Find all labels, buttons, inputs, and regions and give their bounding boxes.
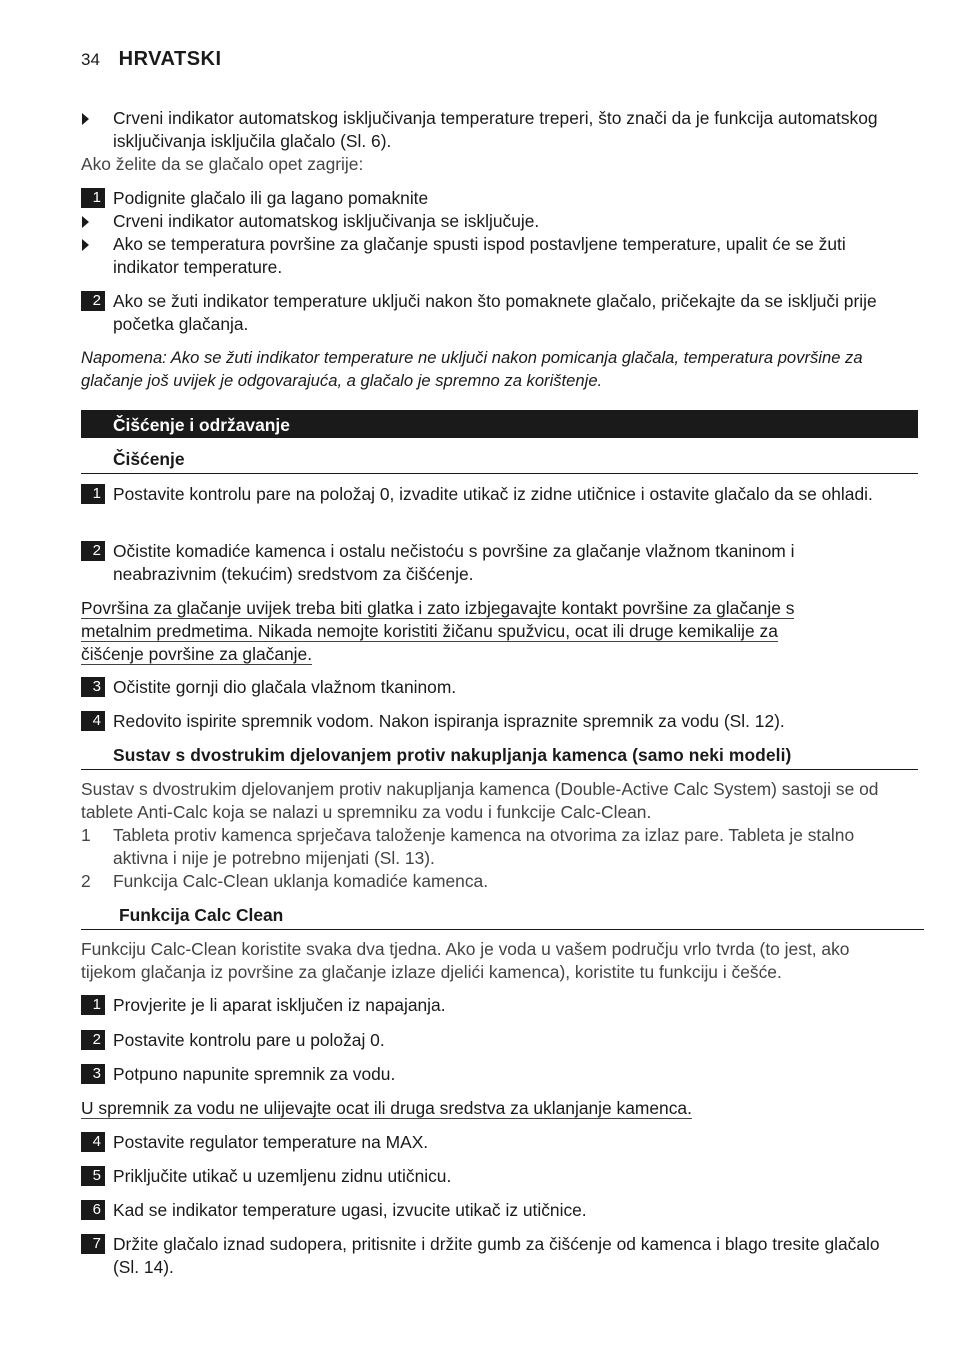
bullet-icon: [82, 216, 89, 228]
list-item: [81, 824, 886, 870]
list-text: Funkcija Calc-Clean uklanja komadiće kamenca.: [113, 871, 489, 891]
note-text: Napomena: Ako se žuti indikator temperature ne uključi nakon pomicanja glačala, temperatura površine za glačanje još uvijek je odgovarajuća, a glačalo je spremno za korištenje.: [81, 348, 863, 390]
page-number: 34: [81, 50, 100, 69]
sub-heading: Čišćenje: [81, 448, 918, 474]
step-item: [81, 540, 886, 586]
step-item: [81, 1199, 886, 1222]
warning-line: metalnim predmetima. Nikada nemojte koristiti žičanu spužvicu, ocat ili druge kemikalije za: [81, 621, 778, 641]
list-number: 1: [81, 825, 91, 845]
list-number: 2: [81, 871, 91, 891]
step-item: [81, 1165, 886, 1188]
step-item: [81, 676, 886, 699]
step-item: [81, 1029, 886, 1052]
step-number: 3: [81, 677, 105, 697]
step-text: Postavite kontrolu pare na položaj 0, izvadite utikač iz zidne utičnice i ostavite glačalo da se ohladi.: [113, 484, 873, 504]
bullet-icon: [82, 113, 89, 125]
step-item: [81, 187, 886, 210]
step-text: Postavite regulator temperature na MAX.: [113, 1132, 429, 1152]
warning-line: Površina za glačanje uvijek treba biti glatka i zato izbjegavajte kontakt površine za glačanje s: [81, 598, 795, 618]
paragraph: Sustav s dvostrukim djelovanjem protiv nakupljanja kamenca (Double-Active Calc System) sastoji se od tablete Anti-Calc koja se nalazi u spremniku za vodu i funkcije Calc-Clean.: [81, 779, 879, 822]
warning-text: [81, 597, 886, 666]
step-number: 1: [81, 188, 105, 208]
bullet-text: Ako se temperatura površine za glačanje spusti ispod postavljene temperature, upalit će se žuti indikator temperature.: [113, 234, 846, 277]
step-item: [81, 1233, 886, 1279]
step-item: [81, 994, 886, 1017]
step-number: 1: [81, 995, 105, 1015]
bullet-item: [81, 233, 886, 279]
step-number: 2: [81, 1030, 105, 1050]
step-text: Redovito ispirite spremnik vodom. Nakon ispiranja ispraznite spremnik za vodu (Sl. 12).: [113, 711, 785, 731]
step-text: Podignite glačalo ili ga lagano pomaknite: [113, 188, 429, 208]
paragraph: Ako želite da se glačalo opet zagrije:: [81, 154, 364, 174]
step-text: Postavite kontrolu pare u položaj 0.: [113, 1030, 385, 1050]
bullet-text: Crveni indikator automatskog isključivanja temperature treperi, što znači da je funkcija automatskog isključivanja isključila glačalo (Sl. 6).: [113, 108, 878, 151]
step-item: [81, 483, 886, 506]
step-text: Kad se indikator temperature ugasi, izvucite utikač iz utičnice.: [113, 1200, 587, 1220]
step-text: Priključite utikač u uzemljenu zidnu utičnicu.: [113, 1166, 452, 1186]
warning-line: U spremnik za vodu ne ulijevajte ocat ili druga sredstva za uklanjanje kamenca.: [81, 1098, 692, 1118]
step-number: 1: [81, 484, 105, 504]
bullet-item: [81, 210, 886, 233]
step-number: 3: [81, 1064, 105, 1084]
step-text: Očistite gornji dio glačala vlažnom tkaninom.: [113, 677, 457, 697]
step-item: [81, 1131, 886, 1154]
language-title: HRVATSKI: [118, 48, 222, 70]
step-number: 2: [81, 541, 105, 561]
step-text: Potpuno napunite spremnik za vodu.: [113, 1064, 396, 1084]
list-text: Tableta protiv kamenca sprječava taloženje kamenca na otvorima za izlaz pare. Tableta je stalno aktivna i nije je potrebno mijenjati (Sl. 13).: [113, 825, 855, 868]
step-text: Očistite komadiće kamenca i ostalu nečistoću s površine za glačanje vlažnom tkaninom i neabrazivnim (tekućim) sredstvom za čišćenje.: [113, 541, 795, 584]
step-text: Ako se žuti indikator temperature uključi nakon što pomaknete glačalo, pričekajte da se isključi prije početka glačanja.: [113, 291, 877, 334]
warning-text: [81, 1097, 886, 1120]
step-item: [81, 290, 886, 336]
bullet-icon: [82, 239, 89, 251]
step-number: 4: [81, 1132, 105, 1152]
step-text: Provjerite je li aparat isključen iz napajanja.: [113, 995, 446, 1015]
section-heading: Čišćenje i održavanje: [81, 410, 918, 438]
step-number: 4: [81, 711, 105, 731]
step-item: [81, 710, 886, 733]
page-header: [81, 48, 222, 71]
bullet-text: Crveni indikator automatskog isključivanja se isključuje.: [113, 211, 540, 231]
list-item: [81, 870, 886, 893]
sub-heading: Sustav s dvostrukim djelovanjem protiv nakupljanja kamenca (samo neki modeli): [81, 744, 918, 770]
warning-line: čišćenje površine za glačanje.: [81, 644, 313, 664]
step-number: 2: [81, 291, 105, 311]
paragraph: Funkciju Calc-Clean koristite svaka dva tjedna. Ako je voda u vašem području vrlo tvrda (to jest, ako tijekom glačanja iz površine za glačanje izlaze djelići kamenca), koristite tu funkciju i češće.: [81, 939, 850, 982]
step-text: Držite glačalo iznad sudopera, pritisnite i držite gumb za čišćenje od kamenca i blago tresite glačalo (Sl. 14).: [113, 1234, 880, 1277]
step-number: 5: [81, 1166, 105, 1186]
step-number: 6: [81, 1200, 105, 1220]
sub-heading: Funkcija Calc Clean: [81, 904, 924, 930]
step-item: [81, 1063, 886, 1086]
bullet-item: [81, 107, 886, 153]
step-number: 7: [81, 1234, 105, 1254]
